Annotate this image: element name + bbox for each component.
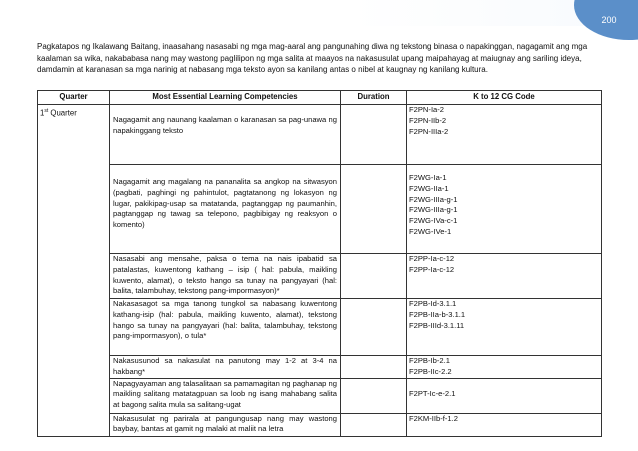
table-row [38, 299, 602, 356]
header-band [0, 0, 638, 26]
quarter-cell [38, 105, 110, 437]
code-cell [407, 165, 602, 254]
code-entry: F2PB-Ib-2.1 [409, 356, 450, 365]
duration-cell [341, 105, 407, 165]
code-entry: F2PB-IIa-b-3.1.1 [409, 309, 466, 319]
code-entry: F2PB-IIId-3.1.11 [409, 320, 465, 330]
code-entry: F2WG-IIIa-g-1 [409, 205, 458, 215]
code-entry: F2PN-IIb-2 [409, 115, 447, 125]
header-duration: Duration [341, 91, 407, 105]
code-cell [407, 378, 602, 413]
code-entry: F2PP-Ia-c-12 [409, 254, 455, 263]
duration-cell [341, 165, 407, 254]
table-row [38, 105, 602, 165]
table-row [38, 356, 602, 379]
table-row [38, 378, 602, 413]
code-entry: F2PB-IIc-2.2 [409, 366, 452, 376]
code-entry: F2KM-IIb-f-1.2 [409, 413, 458, 423]
code-entry: F2WG-IVe-1 [409, 226, 452, 236]
page-number: 200 [601, 15, 617, 25]
code-cell [407, 413, 602, 436]
header-code: K to 12 CG Code [407, 91, 602, 105]
competency-cell: Nakasusunod sa nakasulat na panutong may 1-2 at 3-4 na hakbang* [110, 356, 341, 379]
competency-cell: Nakasasagot sa mga tanong tungkol sa nabasang kuwentong kathang-isip (hal: pabula, maikling kuwento, alamat), tekstong hango sa tunay na pangyayari (hal: balita, talambuhay, tekstong pang-impormasyon), o tula* [110, 299, 341, 356]
code-cell [407, 299, 602, 356]
competency-cell: Napagyayaman ang talasalitaan sa pamamagitan ng paghanap ng maikling salitang matatagpuan sa loob ng isang mahabang salita at bagong salita mula sa salitang-ugat [110, 378, 341, 413]
competency-cell: Nasasabi ang mensahe, paksa o tema na nais ipabatid sa patalastas, kuwentong kathang – isip ( hal: pabula, maikling kuwento, alamat), o teksto hango sa tunay na pangyayari (hal: balita, talambuhay, tekstong pang-impormasyon)* [110, 254, 341, 299]
competency-cell: Nakasusulat ng parirala at pangungusap nang may wastong baybay, bantas at gamit ng malaki at maliit na letra [110, 413, 341, 436]
code-entry: F2PP-Ia-c-12 [409, 264, 455, 274]
code-entry: F2PN-Ia-2 [409, 105, 445, 114]
quarter-suffix: st [44, 108, 49, 114]
duration-cell [341, 299, 407, 356]
code-cell [407, 254, 602, 299]
code-entry: F2WG-Ia-1 [409, 173, 447, 182]
header-competencies: Most Essential Learning Competencies [110, 91, 341, 105]
table-header-row [38, 91, 602, 105]
duration-cell [341, 356, 407, 379]
code-entry: F2WG-IIIa-g-1 [409, 194, 458, 204]
code-entry: F2WG-IVa-c-1 [409, 216, 458, 226]
code-entry: F2WG-IIa-1 [409, 183, 449, 193]
table-row [38, 254, 602, 299]
quarter-number: 1 [40, 108, 45, 118]
duration-cell [341, 378, 407, 413]
code-entry: F2PB-Id-3.1.1 [409, 299, 457, 308]
table-row [38, 165, 602, 254]
code-entry: F2PT-Ic-e-2.1 [409, 388, 456, 398]
code-entry: F2PN-IIIa-2 [409, 126, 449, 136]
duration-cell [341, 413, 407, 436]
intro-paragraph: Pagkatapos ng Ikalawang Baitang, inaasahang nasasabi ng mga mag-aaral ang pangunahing diwa ng tekstong binasa o napakinggan, nagagamit ang mga kaalaman sa wika, nakababasa nang may wastong paglilipon ng mga salita at maayos na nakasusulat upang maipahayag at maiugnay ang sariling ideya, damdamin at karanasan sa mga narinig at nabasang mga teksto ayon sa kanilang antas o nibel at kaugnay ng kanilang kultura. [37, 42, 588, 74]
code-cell [407, 356, 602, 379]
code-cell [407, 105, 602, 165]
header-quarter: Quarter [38, 91, 110, 105]
competency-cell: Nagagamit ang naunang kaalaman o karanasan sa pag-unawa ng napakinggang teksto [110, 105, 341, 165]
table-row [38, 413, 602, 436]
quarter-word: Quarter [48, 108, 77, 118]
competency-cell: Nagagamit ang magalang na pananalita sa angkop na sitwasyon (pagbati, paghingi ng pahintulot, pagtatanong ng lokasyon ng lugar, pakikipag-usap sa matatanda, pagtanggap ng paumanhin, pagtanggap ng tawag sa telepono, pagbibigay ng reaksyon o komento) [110, 165, 341, 254]
duration-cell [341, 254, 407, 299]
competency-table [37, 90, 602, 437]
